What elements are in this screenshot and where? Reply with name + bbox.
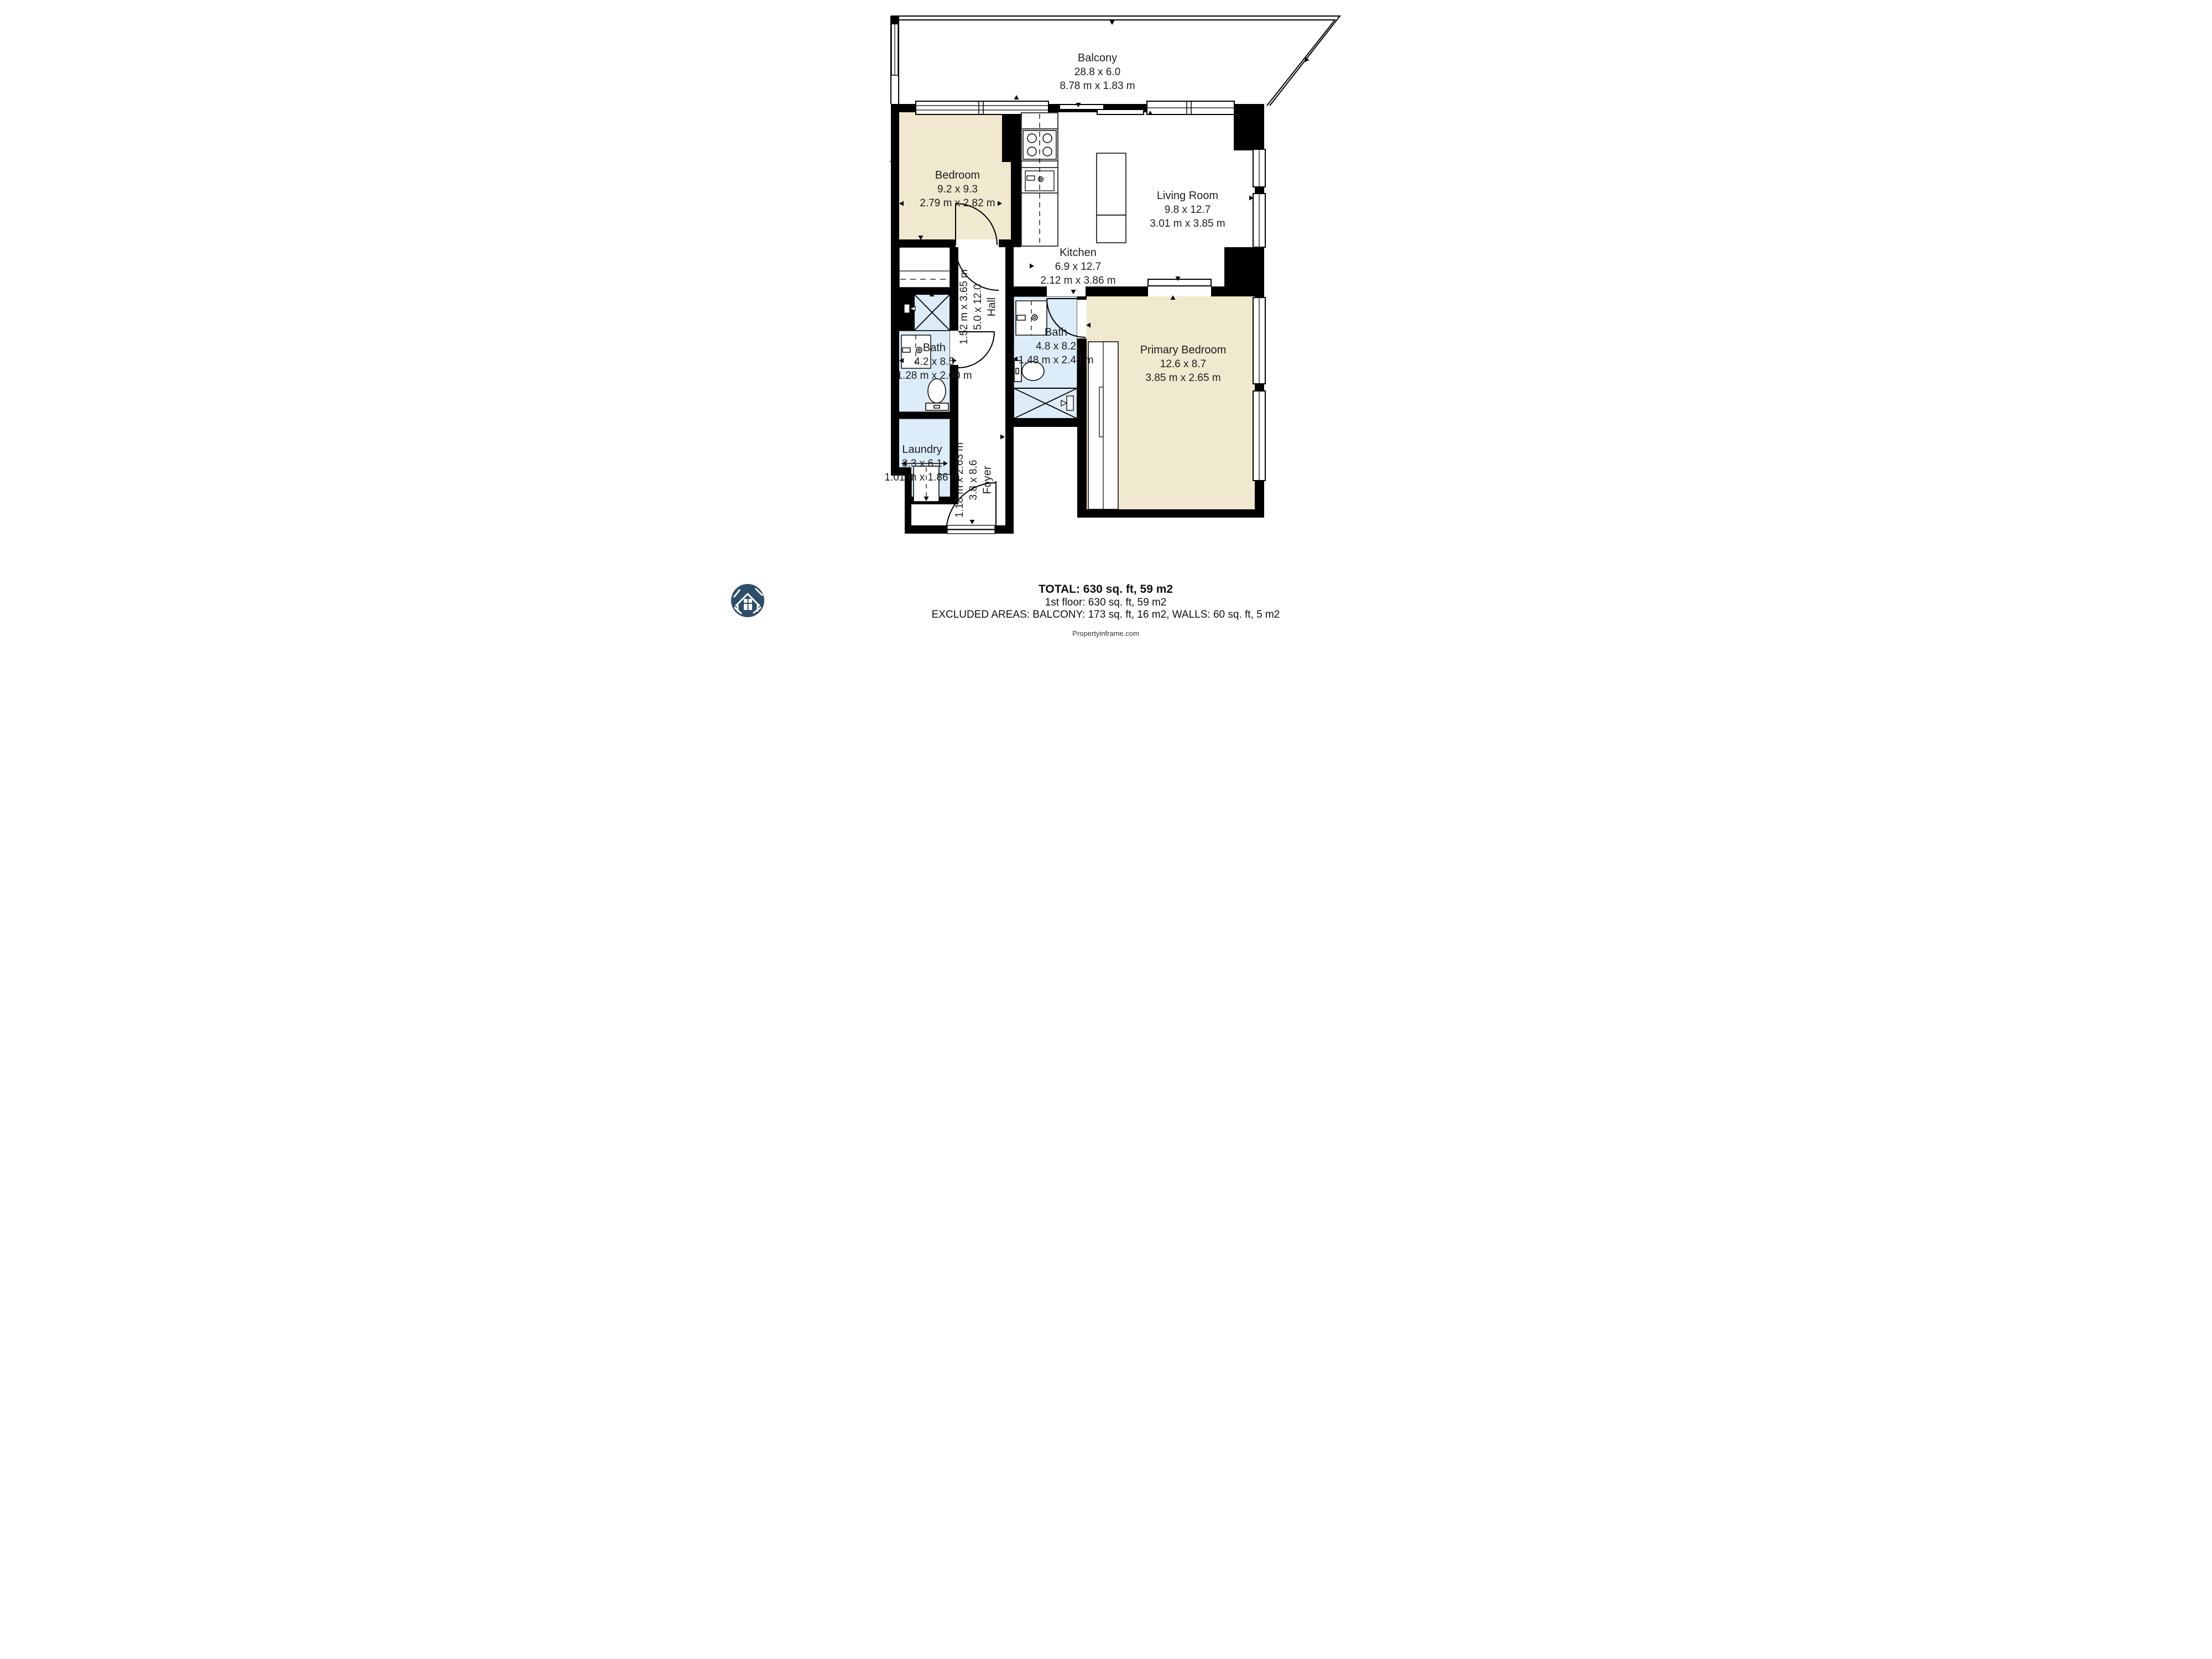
room-dims-m: 1.48 m x 2.48 m	[1018, 354, 1094, 366]
room-label-primary	[1140, 343, 1227, 385]
room-label-bedroom	[920, 168, 995, 210]
room-label-bath-main	[1018, 325, 1093, 367]
room-name: Bedroom	[935, 169, 980, 181]
floorplan-drawing	[679, 0, 1533, 641]
room-dims-ft: 12.6 x 8.7	[1160, 358, 1207, 370]
room-name: Bath	[1044, 326, 1068, 338]
room-label-foyer-ft: 3.8 x 8.6	[967, 460, 979, 500]
room-dims-ft: 9.8 x 12.7	[1164, 204, 1211, 216]
room-dims-m: 3.85 m x 2.65 m	[1145, 372, 1221, 384]
room-dims-ft: 3.3 x 6.1	[902, 458, 942, 469]
room-label-hall-ft: 5.0 x 12.0	[972, 284, 984, 330]
room-label-foyer-name: Foyer	[981, 466, 993, 494]
room-dims-m: 2.79 m x 2.82 m	[920, 197, 995, 209]
floor-area-text: 1st floor: 630 sq. ft, 59 m2	[1045, 597, 1167, 608]
room-label-living	[1150, 189, 1225, 231]
room-name: Primary Bedroom	[1140, 344, 1227, 356]
room-dims-m: 3.01 m x 3.85 m	[1150, 218, 1225, 229]
room-name: Balcony	[1077, 52, 1118, 64]
room-dims-m: 8.78 m x 1.83 m	[1060, 80, 1135, 92]
room-dims-ft: 9.2 x 9.3	[937, 184, 978, 195]
propertyinframe-logo	[731, 584, 764, 617]
shower-icon-mid	[1014, 388, 1077, 419]
room-label-kitchen	[1040, 246, 1115, 288]
room-label-bath-small	[896, 341, 972, 383]
room-label-foyer-m: 1.18 m x 2.63 m	[953, 442, 966, 518]
room-label-hall-m: 1.52 m x 3.65 m	[958, 269, 970, 345]
room-name: Laundry	[902, 444, 942, 456]
room-name: Bath	[922, 342, 946, 354]
room-label-laundry	[884, 442, 959, 484]
room-name: Kitchen	[1060, 247, 1097, 259]
bedroom-closet	[899, 247, 950, 288]
kitchen-island	[1097, 153, 1126, 243]
room-dims-ft: 4.2 x 8.5	[914, 356, 954, 368]
room-dims-m: 2.12 m x 3.86 m	[1040, 275, 1116, 286]
total-area-text: TOTAL: 630 sq. ft, 59 m2	[1038, 583, 1173, 596]
floorplan-page	[679, 0, 1533, 641]
room-dims-m: 1.01 m x 1.86 m	[884, 472, 960, 483]
room-dims-m: 1.28 m x 2.60 m	[896, 370, 972, 382]
room-label-hall-name: Hall	[985, 297, 998, 317]
room-label-balcony	[1060, 51, 1135, 93]
room-dims-ft: 4.8 x 8.2	[1036, 341, 1076, 352]
room-dims-ft: 6.9 x 12.7	[1055, 261, 1102, 273]
watermark-text: Propertyinframe.com	[1072, 629, 1139, 638]
excluded-areas-text: EXCLUDED AREAS: BALCONY: 173 sq. ft, 16 m2, WALLS: 60 sq. ft, 5 m2	[931, 609, 1280, 620]
balcony-window	[891, 23, 898, 75]
room-name: Living Room	[1156, 190, 1219, 202]
room-dims-ft: 28.8 x 6.0	[1074, 66, 1121, 78]
